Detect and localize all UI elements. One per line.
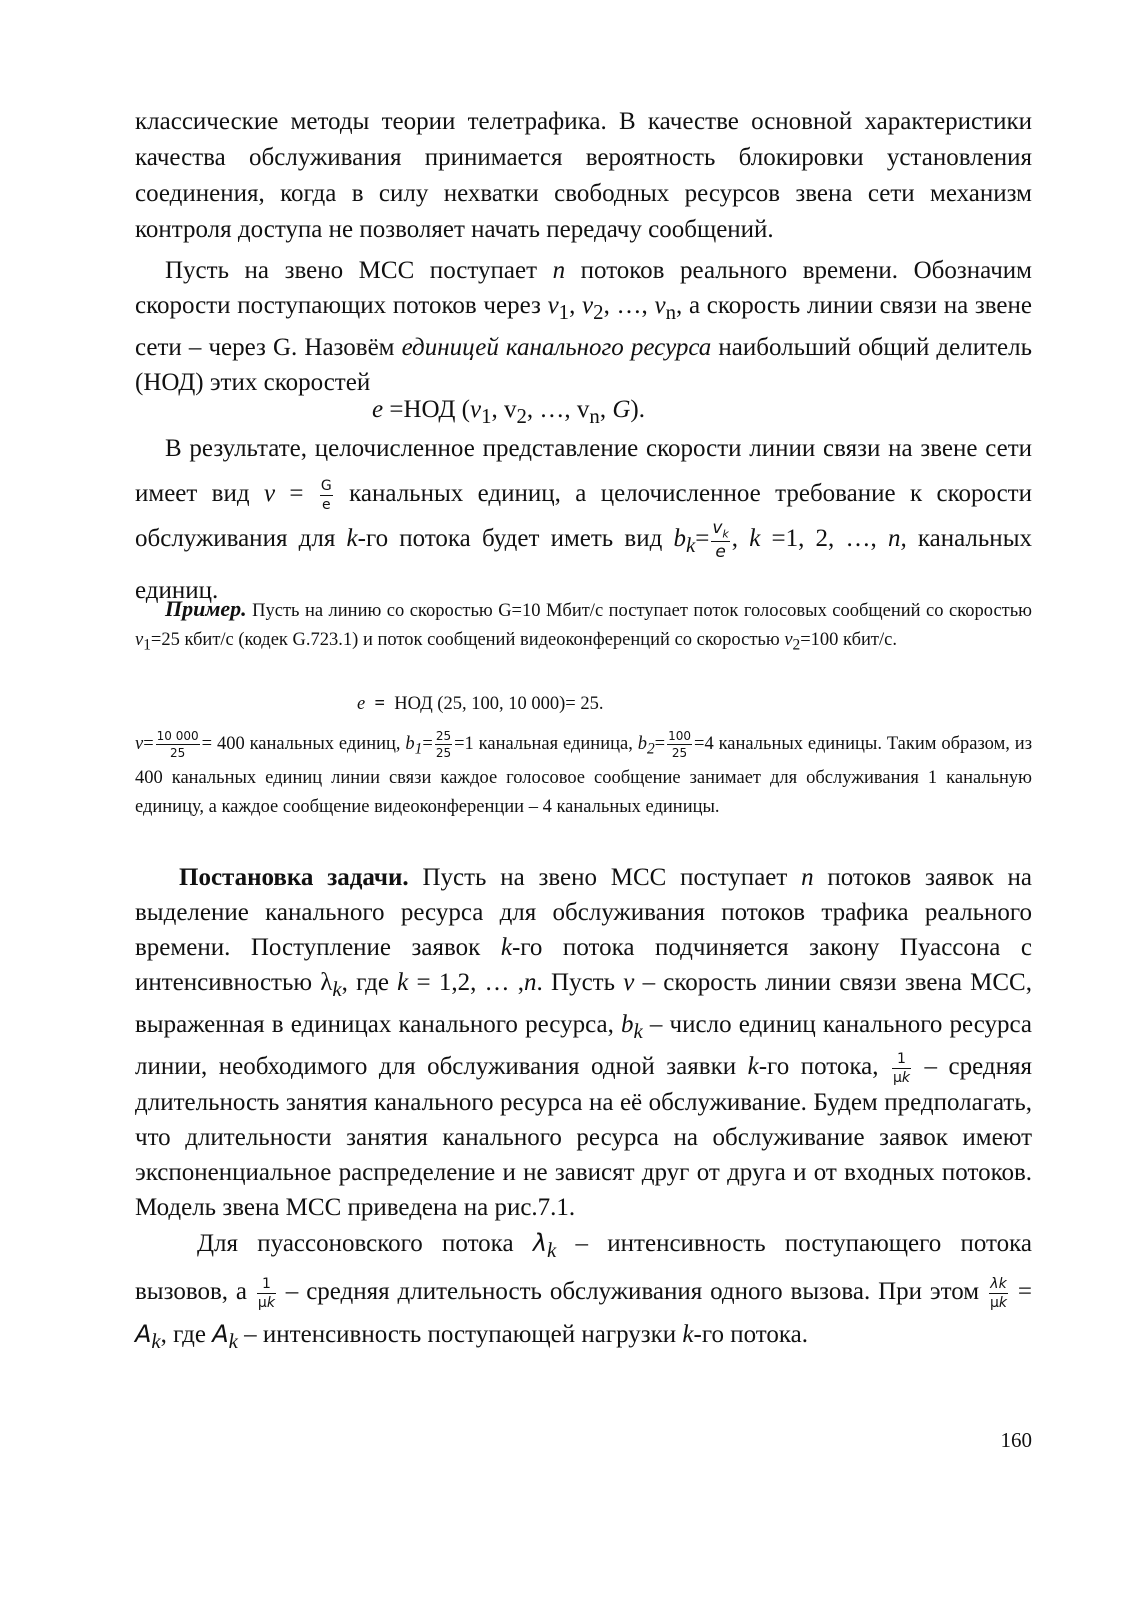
var-lambda: λ — [532, 1229, 548, 1257]
subscript: 1 — [558, 300, 570, 324]
example-label: Пример. — [165, 596, 247, 621]
text: -го потока подчиняется закону Пуассона с интенсивностью λ — [135, 934, 1032, 996]
text: , где — [160, 1321, 213, 1348]
frac-num: 1 — [257, 1277, 276, 1294]
text: , — [731, 525, 750, 552]
subscript: 1 — [481, 404, 492, 428]
var-k: k — [500, 934, 512, 961]
example-block — [135, 594, 1032, 660]
example-formula — [135, 690, 1032, 719]
var-v: v — [623, 969, 635, 996]
var-n: n — [801, 864, 814, 891]
fraction-100-over-25 — [667, 730, 692, 759]
subscript: n — [665, 300, 677, 324]
fraction-g-over-e — [320, 479, 333, 512]
text: = — [143, 734, 154, 754]
subscript: k — [332, 977, 342, 1001]
text: – средняя длительность обслуживания одного вызова. При этом — [277, 1278, 987, 1305]
text: =4 канальных единицы. — [694, 734, 882, 754]
text: . Пусть — [536, 969, 624, 996]
var-b: b — [405, 734, 415, 754]
frac-num: 25 — [435, 729, 452, 744]
text: , где — [341, 969, 398, 996]
frac-den: μ — [989, 1294, 999, 1311]
frac-num: v — [712, 517, 723, 538]
fraction-lambda-over-mu — [989, 1277, 1008, 1310]
text: , а скорость линии связи на звене сети – через G. Назовём — [135, 292, 1032, 361]
var-n: n, — [887, 525, 907, 552]
var-v: v — [469, 396, 482, 423]
page-number: 160 — [1000, 1428, 1032, 1452]
frac-num: 100 — [668, 729, 692, 744]
text: Таким образом, из 400 канальных единиц линии связи каждое голосовое сообщение занимает для обслуживания 1 канальную единицу, а каждое сообщение видеоконференции – 4 канальных единицы. — [135, 734, 1033, 817]
frac-num: 10 000 — [156, 729, 199, 744]
text: канальных единиц. — [135, 525, 1032, 604]
subscript: k — [685, 533, 696, 557]
text: наибольший общий делитель (НОД) этих скоростей — [135, 334, 1032, 396]
subscript: k — [228, 1329, 238, 1353]
text: – средняя длительность занятия канального ресурса на её обслуживание. Будем предполагать, что длительности занятия канального ресурса на обслуживание заявок имеют экспоненциальное распределение и не зависят друг от друга и от входных потоков. Модель звена МСС приведена на рис.7.1. — [135, 1053, 1032, 1221]
text: , v — [491, 396, 517, 423]
var-v: v — [654, 292, 666, 319]
paragraph-streams — [135, 253, 1032, 400]
frac-den: 25 — [671, 746, 688, 761]
text: ). — [630, 396, 645, 423]
var-v: v — [135, 630, 144, 650]
var-k: k — [397, 969, 409, 996]
text: =25 кбит/с (кодек G.723.1) и поток сообщений видеоконференций со скоростью — [150, 630, 785, 650]
text: , — [599, 396, 613, 423]
frac-num-sub: k — [722, 526, 729, 540]
example-result — [135, 730, 1032, 822]
var-n: n — [552, 257, 566, 284]
text: -го потока будет иметь вид — [357, 525, 674, 552]
fraction-25-over-25 — [435, 730, 452, 759]
text: = — [654, 734, 666, 754]
subscript: 1 — [143, 636, 151, 654]
intro-line-1: классические методы теории телетрафика. В качестве основной характеристики — [135, 108, 1032, 135]
text: -го потока, — [758, 1053, 890, 1080]
text: =1 канальная единица, — [454, 734, 638, 754]
text: Пусть на звено МСС поступает — [165, 257, 553, 284]
text: , — [569, 292, 583, 319]
subscript: 2 — [516, 404, 527, 428]
subscript: 2 — [792, 636, 801, 654]
frac-den-sub: k — [998, 1294, 1007, 1311]
text: Пусть на линию со скоростью G=10 Мбит/с поступает поток голосовых сообщений со скоростью — [246, 601, 1032, 621]
frac-den-sub: k — [901, 1069, 911, 1086]
frac-den: 25 — [435, 746, 452, 761]
fraction-1-over-mu-k — [892, 1052, 911, 1085]
var-a: A — [212, 1320, 229, 1348]
frac-den: μ — [257, 1294, 267, 1311]
text: = — [422, 734, 433, 754]
subscript: k — [547, 1238, 557, 1262]
text: = 400 канальных единиц, — [201, 734, 406, 754]
var-v: v — [263, 480, 276, 507]
text: =1, 2, …, — [760, 525, 888, 552]
fraction-1-over-mu-k — [257, 1277, 276, 1310]
var-n: n — [524, 969, 537, 996]
frac-num: 1 — [892, 1052, 911, 1069]
text: – интенсивность поступающей нагрузки — [237, 1321, 683, 1348]
text: Пусть на звено МСС поступает — [408, 864, 802, 891]
var-v: v — [784, 630, 793, 650]
text: = — [695, 525, 710, 552]
paragraph-intro — [135, 104, 1032, 248]
text: = — [365, 694, 395, 714]
var-g: G — [612, 396, 631, 423]
frac-den: e — [322, 496, 331, 513]
text: = — [1010, 1278, 1032, 1305]
var-e: e — [372, 396, 384, 423]
frac-den: 25 — [170, 746, 186, 761]
var-k: k — [749, 525, 761, 552]
text: -го потока. — [693, 1321, 808, 1348]
text: НОД (25, 100, 10 000)= 25. — [394, 694, 604, 714]
frac-den: e — [715, 541, 726, 562]
var-v: v — [547, 292, 559, 319]
intro-line-2: качества обслуживания принимается вероятность блокировки установления соединения, когда в силу нехватки свободных ресурсов звена сети механизм контроля доступа не позволяет начать передачу сообщений. — [135, 144, 1032, 243]
text: потоков заявок на выделение канального ресурса для обслуживания потоков трафика реального времени. Поступление заявок — [135, 864, 1032, 961]
subscript: 2 — [593, 300, 604, 324]
var-k: k — [682, 1321, 694, 1348]
frac-num: λ — [990, 1275, 999, 1292]
problem-label: Постановка задачи. — [179, 864, 409, 891]
emphasis-term: единицей канального ресурса — [401, 334, 712, 361]
subscript: 1 — [414, 740, 423, 758]
text: =100 кбит/с. — [800, 630, 897, 650]
text: – интенсивность поступающего потока вызовов, а — [135, 1230, 1033, 1305]
paragraph-problem-statement — [135, 860, 1032, 1225]
frac-num: G — [320, 477, 332, 494]
var-v: v — [582, 292, 594, 319]
subscript: 2 — [646, 740, 655, 758]
var-v: v — [135, 734, 144, 754]
text: = — [275, 480, 318, 507]
text: потоков реального времени. Обозначим скорости поступающих потоков через — [135, 257, 1032, 319]
fraction-vk-over-e — [711, 517, 729, 562]
fraction-10000-over-25 — [156, 730, 200, 759]
subscript: n — [589, 404, 600, 428]
text: – скорость линии связи звена МСС, выраженная в единицах канального ресурса, — [135, 969, 1032, 1038]
text: , …, — [603, 292, 655, 319]
frac-den: μ — [892, 1069, 902, 1086]
text: =НОД ( — [383, 396, 470, 423]
subscript: k — [633, 1019, 643, 1043]
subscript: k — [151, 1329, 161, 1353]
text: Для пуассоновского потока — [197, 1230, 533, 1257]
var-k: k — [747, 1053, 759, 1080]
text: = 1,2, … , — [408, 969, 525, 996]
var-e: e — [357, 694, 366, 714]
text: , …, v — [526, 396, 590, 423]
var-k: k — [346, 525, 358, 552]
frac-num-sub: k — [998, 1275, 1007, 1292]
var-b: b — [620, 1011, 634, 1038]
paragraph-integer-representation — [135, 426, 1032, 613]
var-b: b — [673, 525, 686, 552]
frac-den-sub: k — [266, 1294, 275, 1311]
text: – число единиц канального ресурса линии, необходимого для обслуживания одной заявки — [135, 1011, 1032, 1080]
var-b: b — [637, 734, 647, 754]
text: В результате, целочисленное представление скорости линии связи на звене сети имеет вид — [135, 435, 1032, 507]
var-a: A — [135, 1320, 152, 1348]
paragraph-poisson — [135, 1222, 1032, 1362]
text: канальных единиц, а целочисленное требование к скорости обслуживания для — [135, 480, 1032, 552]
